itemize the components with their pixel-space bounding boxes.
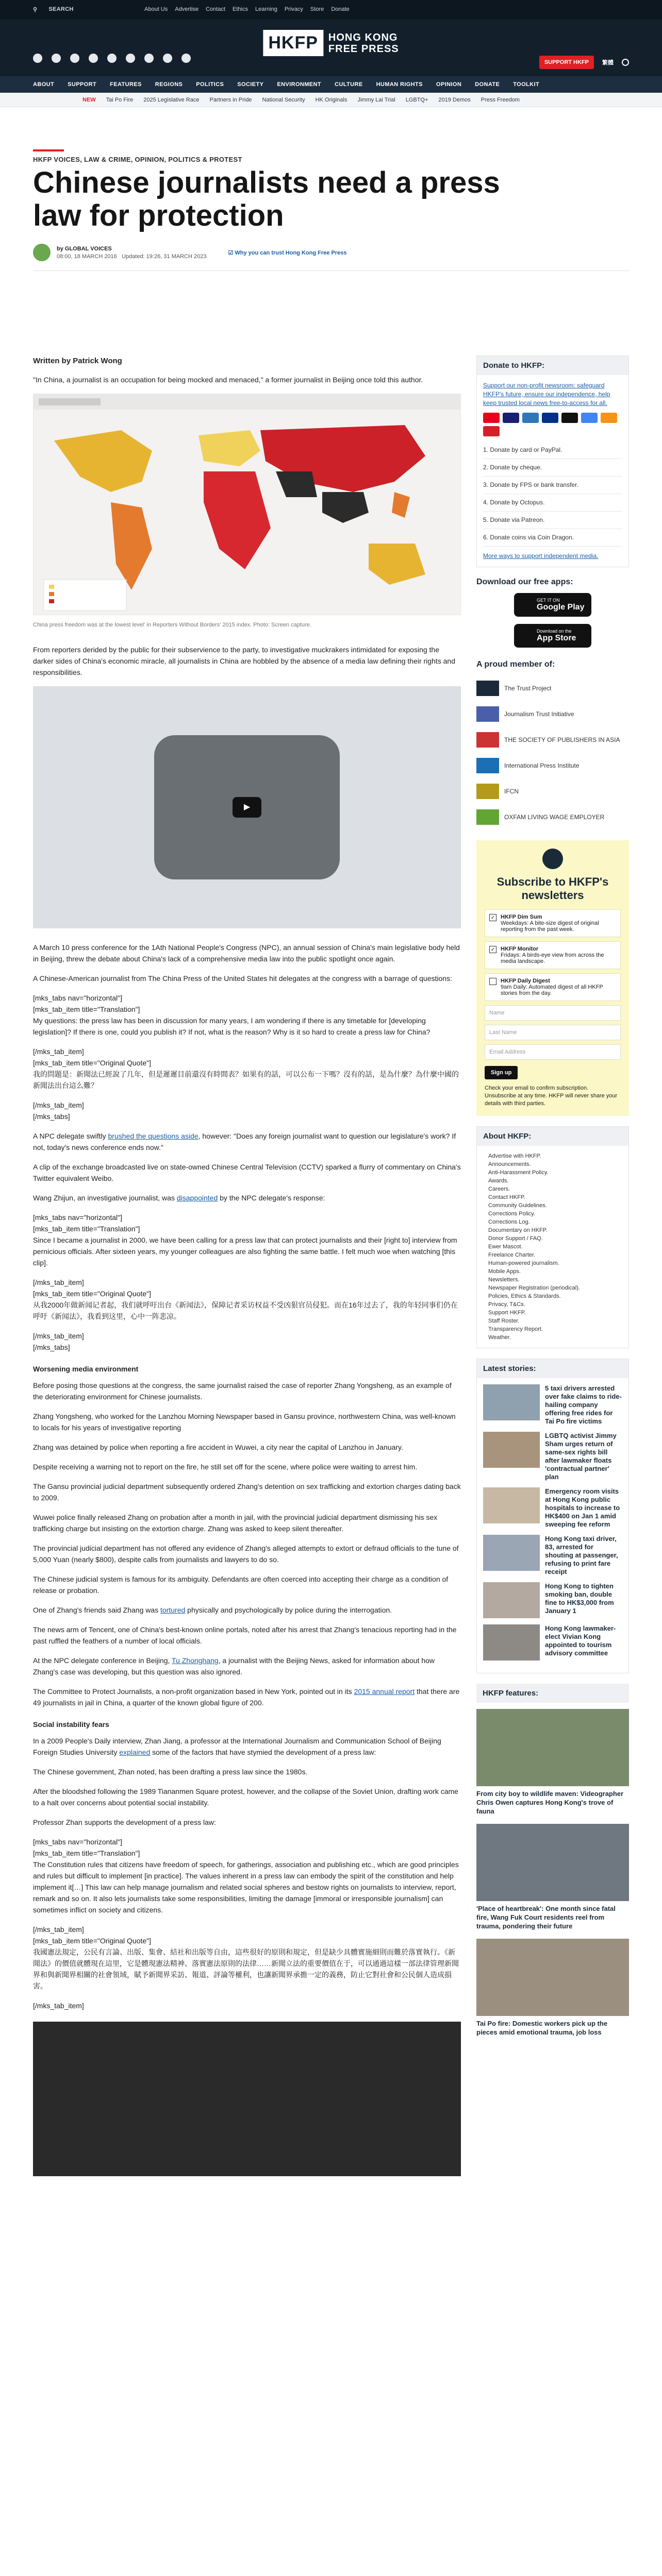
instagram-icon[interactable] xyxy=(70,54,79,63)
image-caption: China press freedom was at the lowest level' in Reporters Without Borders' 2015 index. Photo: Screen capture. xyxy=(33,622,311,628)
applepay-icon xyxy=(561,413,578,423)
shield-icon: ☑ xyxy=(228,249,235,256)
apps-title: Download our free apps: xyxy=(476,578,573,586)
about-link[interactable]: Careers. xyxy=(488,1186,510,1192)
about-link[interactable]: Freelance Charter. xyxy=(488,1252,536,1258)
last-name-field[interactable]: Last Name xyxy=(485,1025,621,1040)
paragraph: Despite receiving a warning not to report on the fire, he still set off for the scene, where police were waiting to arrest him. xyxy=(33,1463,418,1471)
trending-item[interactable]: Partners in Pride xyxy=(209,97,252,103)
nav-environment[interactable]: ENVIRONMENT xyxy=(277,81,322,88)
paragraph: The Chinese government, Zhan noted, has been drafting a press law since the 1980s. xyxy=(33,1768,308,1776)
quote-translation: The Constitution rules that citizens have freedom of speech, for gatherings, association and publishing etc., which are good principles and rules but difficult to implement [in practice]. The values inherent in a press law can embody the spirit of the constitution and help implement it[…] This law can help manage journalism and related social spheres and bestow rights on journalists to interview, report, remark and so on. It also lets journalists take some responsibilities, limiting the damage [immoral or irresponsible journalism] can sometimes inflict on society and citizens. xyxy=(33,1860,459,1914)
author-avatar xyxy=(33,244,51,261)
tab-shortcode: [/mks_tab_item] xyxy=(33,1278,84,1286)
about-link[interactable]: Weather. xyxy=(488,1334,511,1341)
member-logo[interactable]: International Press Institute xyxy=(476,753,629,778)
search-icon: ⚲ xyxy=(33,7,38,13)
inline-link[interactable]: explained xyxy=(119,1748,151,1756)
header-actions xyxy=(539,55,629,70)
trending-item[interactable]: Jimmy Lai Trial xyxy=(357,97,395,103)
donate-option[interactable]: 6. Donate coins via Coin Dragon. xyxy=(483,529,622,547)
link-store[interactable]: Store xyxy=(310,6,324,12)
threads-icon[interactable] xyxy=(89,54,98,63)
inline-link[interactable]: brushed the questions aside xyxy=(108,1132,198,1140)
features-box xyxy=(476,1684,629,2037)
app-store-button[interactable]: Download on the App Store xyxy=(514,624,591,648)
newsletter-icon xyxy=(542,849,563,869)
inline-link[interactable]: disappointed xyxy=(176,1194,218,1202)
paragraph: After the bloodshed following the 1989 Tiananmen Square protest, however, and the collapse of the Soviet Union, drafting work came to a halt over concerns about potential social instability. xyxy=(33,1787,458,1807)
email-field[interactable]: Email Address xyxy=(485,1044,621,1060)
member-logo[interactable]: THE SOCIETY OF PUBLISHERS IN ASIA xyxy=(476,727,629,753)
story-thumbnail xyxy=(483,1384,540,1420)
article-body xyxy=(33,355,461,2176)
trending-item[interactable]: 2019 Demos xyxy=(438,97,471,103)
about-link[interactable]: Newsletters. xyxy=(488,1277,520,1283)
newsletter-box xyxy=(476,840,629,1116)
feature-image xyxy=(476,1709,629,1786)
story-thumbnail xyxy=(483,1624,540,1660)
visa-icon xyxy=(503,413,519,423)
press-freedom-map xyxy=(33,394,461,615)
about-link[interactable]: Transparency Report. xyxy=(488,1326,543,1332)
paragraph: Wuwei police finally released Zhang on probation after a month in jail, with the provincial judicial department dismissing his sex trafficking charge but insisting on the extortion charge. Zhang was asked to keep silent thereafter. xyxy=(33,1513,438,1533)
about-link[interactable]: Support HKFP. xyxy=(488,1310,526,1316)
telegram-icon[interactable] xyxy=(107,54,117,63)
publish-date: 08:00, 18 MARCH 2016 xyxy=(57,253,117,260)
sidebar xyxy=(476,355,629,2047)
nav-culture[interactable]: CULTURE xyxy=(335,81,363,88)
nav-opinion[interactable]: OPINION xyxy=(436,81,462,88)
link-advertise[interactable]: Advertise xyxy=(175,6,199,12)
written-by: Written by Patrick Wong xyxy=(33,357,122,365)
about-link[interactable]: Corrections Log. xyxy=(488,1219,530,1225)
link-learning[interactable]: Learning xyxy=(255,6,277,12)
video-embed[interactable] xyxy=(33,686,461,928)
paragraph: The Gansu provincial judicial department subsequently ordered Zhang's detention on sex trafficking and extortion charges dating back to 2009. xyxy=(33,1482,461,1502)
checkbox[interactable]: ✓ xyxy=(489,946,496,953)
byline xyxy=(33,244,629,261)
about-link[interactable]: Mobile Apps. xyxy=(488,1268,521,1275)
link-contact[interactable]: Contact xyxy=(206,6,226,12)
about-link[interactable]: Contact HKFP. xyxy=(488,1194,525,1200)
tab-shortcode: [mks_tabs nav="horizontal"] xyxy=(33,1838,122,1846)
paragraph: At the NPC delegate conference in Beijing, Tu Zhonghang, a journalist with the Beijing News, asked for information about how Zhang's case was developing, but this question was also ignored. xyxy=(33,1656,435,1676)
logo-wordmark: HONG KONG FREE PRESS xyxy=(328,31,399,55)
rss-icon[interactable] xyxy=(181,54,191,63)
trending-bar xyxy=(0,93,662,107)
newsletter-option[interactable]: ✓ HKFP Dim Sum Weekdays: A bite-size digest of original reporting from the past week. xyxy=(485,909,621,937)
feature-item[interactable]: Tai Po fire: Domestic workers pick up the pieces amid emotional trauma, job loss xyxy=(476,1939,629,2037)
member-logo[interactable]: Journalism Trust Initiative xyxy=(476,701,629,727)
about-list xyxy=(477,1146,628,1348)
trust-link[interactable]: ☑ Why you can trust Hong Kong Free Press xyxy=(228,249,347,256)
paragraph: The Committee to Protect Journalists, a non-profit organization based in New York, pointed out in its 2015 annual report that there are 49 journalists in jail in China, a quarter of the known global figure of 200. xyxy=(33,1687,460,1707)
tab-shortcode: [/mks_tab_item] xyxy=(33,1925,84,1934)
whatsapp-icon[interactable] xyxy=(126,54,135,63)
paragraph: A clip of the exchange broadcasted live on state-owned Chinese Central Television (CCTV) sparked a flurry of commentary on China's Twitter equivalent Weibo. xyxy=(33,1163,461,1182)
about-link[interactable]: Community Guidelines. xyxy=(488,1202,547,1209)
member-logo[interactable]: The Trust Project xyxy=(476,675,629,701)
about-link[interactable]: Newspaper Registration (periodical). xyxy=(488,1285,580,1291)
support-button[interactable]: SUPPORT HKFP xyxy=(539,56,594,69)
nav-toolkit[interactable]: TOOLKIT xyxy=(513,81,540,88)
site-logo[interactable] xyxy=(263,30,399,56)
facebook-icon[interactable] xyxy=(33,54,42,63)
member-title: A proud member of: xyxy=(476,660,555,669)
tab-shortcode: [/mks_tab_item] xyxy=(33,1047,84,1056)
article-categories[interactable]: HKFP VOICES, LAW & CRIME, OPINION, POLITICS & PROTEST xyxy=(33,156,242,163)
story-item[interactable]: Hong Kong lawmaker-elect Vivian Kong appointed to tourism advisory committee xyxy=(483,1624,622,1660)
nav-politics[interactable]: POLITICS xyxy=(196,81,224,88)
quote-original: 我的問題是：新聞法已經說了几年，但是遲遲目前還沒有時間表？如果有的話，可以公布一下嗎？沒有的話，是為什麼？為什麼中國的新聞法出台這么難？ xyxy=(33,1070,459,1090)
paragraph: Zhang was detained by police when reporting a fire accident in Wuwei, a city near the capital of Lanzhou in January. xyxy=(33,1443,403,1451)
story-item[interactable]: Hong Kong to tighten smoking ban, double fine to HK$3,000 from January 1 xyxy=(483,1582,622,1618)
trending-item[interactable]: Press Freedom xyxy=(481,97,520,103)
donate-text[interactable]: Support our non-profit newsroom: safeguard HKFP's future, ensure our independence, help keep trusted local news free-to-access for all. xyxy=(483,382,610,406)
new-badge: NEW xyxy=(82,97,96,103)
logo-mark: HKFP xyxy=(263,30,323,56)
site-header xyxy=(0,20,662,76)
story-item[interactable]: Hong Kong taxi driver, 83, arrested for shouting at passenger, refusing to print fare receipt xyxy=(483,1535,622,1576)
tab-shortcode: [mks_tab_item title="Original Quote"] xyxy=(33,1290,151,1298)
paragraph: The news arm of Tencent, one of China's best-known online portals, noted after his arrest that Zhang's tenacious reporting had in the past ruffled the feathers of a number of local officials. xyxy=(33,1625,457,1645)
newsletter-option[interactable]: ✓ HKFP Monitor Fridays: A birds-eye view from across the media landscape. xyxy=(485,941,621,969)
amex-icon xyxy=(522,413,539,423)
story-item[interactable]: 5 taxi drivers arrested over fake claims to ride-hailing company offering free rides for Tai Po fire victims xyxy=(483,1384,622,1426)
language-toggle[interactable]: 繁體 xyxy=(602,60,614,66)
ipi-icon xyxy=(476,758,499,773)
paragraph: The provincial judicial department has not offered any evidence of Zhang's alleged attempts to extort or defraud officials to the tune of 5,000 Yuan (nearly $800), despite calls from journalists and lawyers to do so. xyxy=(33,1544,459,1564)
member-logo[interactable]: OXFAM LIVING WAGE EMPLOYER xyxy=(476,804,629,830)
paragraph: "In China, a journalist is an occupation for being mocked and menaced," a former journalist in Beijing once told this author. xyxy=(33,376,423,384)
link-about-us[interactable]: About Us xyxy=(144,6,168,12)
trending-item[interactable]: LGBTQ+ xyxy=(405,97,428,103)
donate-more-link[interactable]: More ways to support independent media. xyxy=(483,552,599,560)
about-box xyxy=(476,1126,629,1348)
section-heading: Social instability fears xyxy=(33,1720,109,1728)
link-ethics[interactable]: Ethics xyxy=(233,6,248,12)
linkedin-icon[interactable] xyxy=(163,54,172,63)
article-header xyxy=(33,149,629,279)
fps-icon xyxy=(483,426,500,436)
paragraph: Wang Zhijun, an investigative journalist, was disappointed by the NPC delegate's response: xyxy=(33,1194,325,1202)
tab-shortcode: [mks_tabs nav="horizontal"] xyxy=(33,994,122,1002)
paypal-icon xyxy=(542,413,558,423)
google-play-button[interactable]: GET IT ON Google Play xyxy=(514,593,591,617)
trust-project-icon xyxy=(476,681,499,696)
tab-shortcode: [/mks_tabs] xyxy=(33,1343,70,1351)
ifcn-icon xyxy=(476,784,499,799)
tab-shortcode: [mks_tab_item title="Translation"] xyxy=(33,1849,140,1857)
trending-item[interactable]: HK Originals xyxy=(315,97,347,103)
updated-date: Updated: 19:26, 31 MARCH 2023 xyxy=(121,253,207,260)
mastercard-icon xyxy=(483,413,500,423)
search-link[interactable]: ⚲ SEARCH xyxy=(33,6,74,13)
trending-item[interactable]: 2025 Legislative Race xyxy=(143,97,200,103)
paragraph: From reporters derided by the public for their subservience to the party, to investigative muckrakers intimidated for exposing the darker sides of China's economic miracle, all journalists in China are hobbled by the absence of a media law defining their rights and responsibilities. xyxy=(33,646,456,676)
paragraph: Before posing those questions at the congress, the same journalist raised the case of reporter Zhang Yongsheng, as an example of the deteriorating environment for Chinese journalists. xyxy=(33,1381,452,1401)
section-heading: Worsening media environment xyxy=(33,1365,139,1373)
tab-shortcode: [/mks_tabs] xyxy=(33,1112,70,1121)
tab-shortcode: [mks_tabs nav="horizontal"] xyxy=(33,1213,122,1222)
donate-title: Donate to HKFP: xyxy=(477,356,628,375)
page-title: Chinese journalists need a press law for protection xyxy=(33,166,500,232)
inline-link[interactable]: 2015 annual report xyxy=(354,1687,415,1696)
paragraph: A March 10 press conference for the 1Ath National People's Congress (NPC), an annual session of China's main legislative body held in Beijing, threw the debate about China's lack of a comprehensive media law into the public spotlight once again. xyxy=(33,943,460,963)
x-icon[interactable] xyxy=(52,54,61,63)
story-thumbnail xyxy=(483,1487,540,1523)
donate-option[interactable]: 3. Donate by FPS or bank transfer. xyxy=(483,477,622,494)
video-thumbnail xyxy=(154,735,340,879)
latest-box xyxy=(476,1359,629,1673)
utility-links xyxy=(144,6,350,12)
social-icons xyxy=(33,54,191,63)
inline-link[interactable]: Tu Zhonghang xyxy=(172,1656,219,1665)
feature-image xyxy=(476,1824,629,1901)
payment-icons xyxy=(483,413,622,436)
play-icon[interactable]: ▶ xyxy=(233,797,261,818)
inline-link[interactable]: tortured xyxy=(160,1606,186,1614)
donate-option[interactable]: 1. Donate by card or PayPal. xyxy=(483,442,622,459)
tab-shortcode: [/mks_tab_item] xyxy=(33,1101,84,1109)
link-privacy[interactable]: Privacy xyxy=(284,6,303,12)
tab-shortcode: [mks_tab_item title="Translation"] xyxy=(33,1005,140,1013)
about-link[interactable]: Privacy, T&Cs. xyxy=(488,1301,525,1308)
youtube-icon[interactable] xyxy=(144,54,154,63)
paragraph: A NPC delegate swiftly brushed the questions aside, however: "Does any foreign journalist want to question our legislature's work? If not, today's news conference ends now." xyxy=(33,1132,456,1151)
story-thumbnail xyxy=(483,1535,540,1571)
tab-shortcode: [mks_tab_item title="Original Quote"] xyxy=(33,1937,151,1945)
about-link[interactable]: Awards. xyxy=(488,1178,509,1184)
nav-human-rights[interactable]: HUMAN RIGHTS xyxy=(376,81,423,88)
newsletter-title: Subscribe to HKFP's newsletters xyxy=(496,875,609,902)
tab-shortcode: [/mks_tab_item] xyxy=(33,1332,84,1340)
about-link[interactable]: Announcements. xyxy=(488,1161,531,1167)
about-link[interactable]: Donor Support / FAQ. xyxy=(488,1235,543,1242)
paragraph: Zhang Yongsheng, who worked for the Lanzhou Morning Newspaper based in Gansu province, northwestern China, was well-known to locals for his years of investigative reporting xyxy=(33,1412,456,1432)
author-name[interactable]: by GLOBAL VOICES xyxy=(57,245,112,252)
signup-button[interactable]: Sign up xyxy=(485,1066,518,1079)
latest-title: Latest stories: xyxy=(477,1359,628,1378)
quote-translation: My questions: the press law has been in discussion for many years, I am wondering if there is any timetable for [developing legislation]? If there is one, could you publish it? If not, what is the reason? Why is it so hard to create a press law for China? xyxy=(33,1016,431,1036)
oxfam-icon xyxy=(476,809,499,825)
nav-about[interactable]: ABOUT xyxy=(33,81,55,88)
donate-option[interactable]: 5. Donate via Patreon. xyxy=(483,512,622,529)
user-icon[interactable] xyxy=(622,59,629,66)
paragraph: A Chinese-American journalist from The China Press of the United States hit delegates at the congress with a barrage of questions: xyxy=(33,974,452,982)
story-thumbnail xyxy=(483,1582,540,1618)
kicker-accent xyxy=(33,149,64,151)
paragraph: One of Zhang's friends said Zhang was tortured physically and psychologically by police during the interrogation. xyxy=(33,1606,392,1614)
about-link[interactable]: Staff Roster. xyxy=(488,1318,520,1324)
quote-original: 从我2000年做新闻记者起，我们就呼吁出台《新闻法》，保障记者采访权益不受凶狠官员侵犯。而在16年过去了，我的年轻同事们仍在呼吁《新闻法》，我看到这里，心中一阵悲凉。 xyxy=(33,1301,458,1320)
story-item[interactable]: LGBTQ activist Jimmy Sham urges return of same-sex rights bill after lawmaker floats 'contractual partner' plan xyxy=(483,1432,622,1481)
newsletter-note: Check your email to confirm subscription. Unsubscribe at any time. HKFP will never share your details with third parties. xyxy=(485,1085,618,1107)
world-map-image xyxy=(34,394,461,615)
quote-translation: Since I became a journalist in 2000, we have been calling for a press law that can protect journalists and their [right to] interview from pernicious officials. After sixteen years, my younger colleagues are also fighting the same battle. I felt much woe when watching [this clip]. xyxy=(33,1236,457,1267)
trending-item[interactable]: Tai Po Fire xyxy=(106,97,134,103)
top-bar xyxy=(0,0,662,20)
link-donate[interactable]: Donate xyxy=(331,6,350,12)
donate-option[interactable]: 4. Donate by Octopus. xyxy=(483,494,622,512)
quote-original: 我國憲法規定，公民有言論、出版、集會、結社和出版等自由，這些很好的原則和規定，但是缺少具體實施細則而難於落實執行。《新聞法》的價值就體現在這里，它是體現憲法精神、落實憲法原則的法律……新聞立法的重要價值在于，可以通過這樣一部法律管理新聞界和與新聞界相關的社會領域，賦予新聞界采訪、報道、評論等權利，也讓新聞界承擔一定的義務，防止它對社會和公民個人造成損害。 xyxy=(33,1948,459,1990)
tab-shortcode: [mks_tab_item title="Original Quote"] xyxy=(33,1059,151,1067)
nav-features[interactable]: FEATURES xyxy=(110,81,142,88)
paragraph: Professor Zhan supports the development of a press law: xyxy=(33,1818,216,1826)
name-field[interactable]: Name xyxy=(485,1005,621,1021)
about-link[interactable]: Human-powered journalism. xyxy=(488,1260,559,1266)
paragraph: In a 2009 People's Daily interview, Zhan Jiang, a professor at the International Journalism and Communication School of Beijing Foreign Studies University explained some of the factors that have stymied the development of a press law: xyxy=(33,1737,441,1756)
trending-item[interactable]: National Security xyxy=(262,97,305,103)
about-link[interactable]: Ewer Mascot. xyxy=(488,1244,523,1250)
article-bottom-image xyxy=(33,2022,461,2176)
about-link[interactable]: Corrections Policy. xyxy=(488,1211,535,1217)
coin-icon xyxy=(601,413,617,423)
features-title: HKFP features: xyxy=(476,1684,629,1703)
divider xyxy=(33,270,629,271)
feature-image xyxy=(476,1939,629,2016)
main-nav xyxy=(0,76,662,93)
donate-box xyxy=(476,355,629,567)
story-thumbnail xyxy=(483,1432,540,1468)
feature-item[interactable]: 'Place of heartbreak': One month since fatal fire, Wang Fuk Court residents reel from trauma, pondering their future xyxy=(476,1824,629,1930)
checkbox[interactable] xyxy=(489,978,496,985)
about-link[interactable]: Anti-Harassment Policy. xyxy=(488,1170,549,1176)
feature-item[interactable]: From city boy to wildlife maven: Videographer Chris Owen captures Hong Kong's trove of fauna xyxy=(476,1709,629,1816)
about-title: About HKFP: xyxy=(477,1127,628,1146)
about-link[interactable]: Advertise with HKFP. xyxy=(488,1153,541,1159)
googlepay-icon xyxy=(581,413,598,423)
nav-regions[interactable]: REGIONS xyxy=(155,81,183,88)
donate-option[interactable]: 2. Donate by cheque. xyxy=(483,459,622,477)
tab-shortcode: [mks_tab_item title="Translation"] xyxy=(33,1225,140,1233)
nav-support[interactable]: SUPPORT xyxy=(68,81,97,88)
jti-icon xyxy=(476,706,499,722)
member-logo[interactable]: IFCN xyxy=(476,778,629,804)
sopa-icon xyxy=(476,732,499,748)
about-link[interactable]: Policies, Ethics & Standards. xyxy=(488,1293,561,1299)
newsletter-option[interactable]: HKFP Daily Digest 9am Daily: Automated digest of all HKFP stories from the day. xyxy=(485,973,621,1001)
tab-shortcode: [/mks_tab_item] xyxy=(33,2002,84,2010)
nav-donate[interactable]: DONATE xyxy=(475,81,500,88)
story-item[interactable]: Emergency room visits at Hong Kong public hospitals to increase to HK$400 on Jan 1 amid sweeping fee reform xyxy=(483,1487,622,1529)
paragraph: The Chinese judicial system is famous for its ambiguity. Defendants are often coerced into accepting their charge as a condition of release or probation. xyxy=(33,1575,449,1595)
about-link[interactable]: Documentary on HKFP. xyxy=(488,1227,548,1233)
nav-society[interactable]: SOCIETY xyxy=(237,81,264,88)
checkbox[interactable]: ✓ xyxy=(489,914,496,921)
